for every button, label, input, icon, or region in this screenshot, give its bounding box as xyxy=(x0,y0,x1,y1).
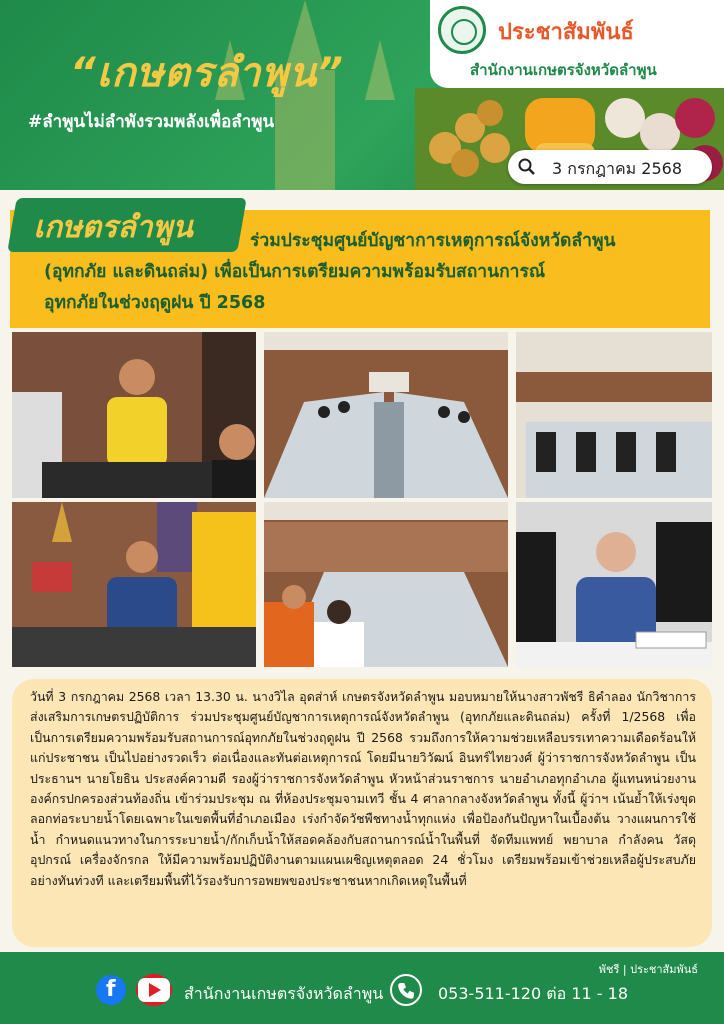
photo-meeting-chair xyxy=(12,332,256,498)
photo-governor-chair xyxy=(12,502,256,667)
photo-officer-portrait xyxy=(516,502,712,667)
date-badge xyxy=(508,150,712,184)
photo-grid xyxy=(12,332,712,667)
phone-icon xyxy=(390,974,422,1006)
headline-line-3: อุทกภัยในช่วงฤดูฝน ปี 2568 xyxy=(44,293,266,313)
photo-meeting-room-wide xyxy=(264,332,508,498)
footer-org-name: สำนักงานเกษตรจังหวัดลำพูน xyxy=(184,984,384,1003)
brand-title: “เกษตรลำพูน” xyxy=(70,50,344,96)
org-title: ประชาสัมพันธ์ xyxy=(498,20,634,45)
date-text: 3 กรกฎาคม 2568 xyxy=(552,159,683,178)
headline-line-1: ร่วมประชุมศูนย์บัญชาการเหตุการณ์จังหวัดลำพูน xyxy=(250,231,616,251)
org-box xyxy=(430,0,724,88)
hashtag-text: #ลำพูนไม่ลำพังรวมพลังเพื่อลำพูน xyxy=(28,112,275,132)
search-icon xyxy=(518,158,536,176)
article-body-box xyxy=(12,679,712,947)
footer-phone-number: 053-511-120 ต่อ 11 - 18 xyxy=(438,984,628,1003)
header-banner xyxy=(0,0,724,190)
category-tag-label: เกษตรลำพูน xyxy=(33,210,193,245)
article-body-text: วันที่ 3 กรกฎาคม 2568 เวลา 13.30 น. นางวิไล อุดส่าห์ เกษตรจังหวัดลำพูน มอบหมายให้นางสาวพัชรี ธิคำลอง นักวิชาการส่งเสริมการเกษตรปฏิบัติการ ร่วมประชุมศูนย์บัญชาการเหตุการณ์จังหวัดลำพูน (อุทกภัยและดินถล่ม) ครั้งที่ 1/2568 เพื่อเป็นการเตรียมความพร้อมรับสถานการณ์อุทกภัยในช่วงฤดูฝน ปี 2568 รวมถึงการให้ความช่วยเหลือบรรเทาความเดือดร้อนให้แก่ประชาชน เป็นไปอย่างรวดเร็ว ต่อเนื่องและทันต่อเหตุการณ์ โดยมีนายวิวัฒน์ อินทร์ไทยวงศ์ ผู้ว่าราชการจังหวัดลำพูน เป็นประธานฯ นายโยธิน ประสงค์ความดี รองผู้ว่าราชการจังหวัดลำพูน หัวหน้าส่วนราชการ นายอำเภอทุกอำเภอ ผู้แทนหน่วยงาน องค์กรปกครองส่วนท้องถิ่น เข้าร่วมประชุม ณ ที่ห้องประชุมจามเทวี ชั้น 4 ศาลากลางจังหวัดลำพูน ทั้งนี้ ผู้ว่าฯ เน้นย้ำให้เร่งขุดลอกท่อระบายน้ำโดยเฉพาะในเขตพื้นที่อำเภอเมือง เร่งกำจัดวัชพืชทางน้ำทุกแห่ง เพื่อป้องกันปัญหาในเบื้องต้น วางแผนการใช้น้ำ กำหนดแนวทางในการระบายน้ำ/กักเก็บน้ำให้สอดคล้องกับสถานการณ์น้ำในพื้นที่ จัดทีมแพทย์ พยาบาล กำลังคน วัสดุ อุปกรณ์ เครื่องจักรกล ให้มีความพร้อมปฏิบัติงานตามแผนเผชิญเหตุตลอด 24 ชั่วโมง เตรียมพร้อมเข้าช่วยเหลือผู้ประสบภัยอย่างทันท่วงที และเตรียมพื้นที่ไว้รองรับการอพยพของประชาชนหากเกิดเหตุในพื้นที่ xyxy=(30,689,696,888)
headline xyxy=(44,226,704,319)
facebook-icon[interactable]: f xyxy=(96,975,126,1005)
org-subtitle: สำนักงานเกษตรจังหวัดลำพูน xyxy=(470,61,657,79)
author-credit: พัชรี | ประชาสัมพันธ์ xyxy=(598,963,698,976)
department-seal-icon xyxy=(438,6,486,54)
photo-meeting-room-side xyxy=(516,332,712,498)
youtube-play-icon xyxy=(138,978,170,1002)
photo-meeting-table-close xyxy=(264,502,508,667)
headline-line-2: (อุทกภัย และดินถล่ม) เพื่อเป็นการเตรียมความพร้อมรับสถานการณ์ xyxy=(44,262,546,282)
